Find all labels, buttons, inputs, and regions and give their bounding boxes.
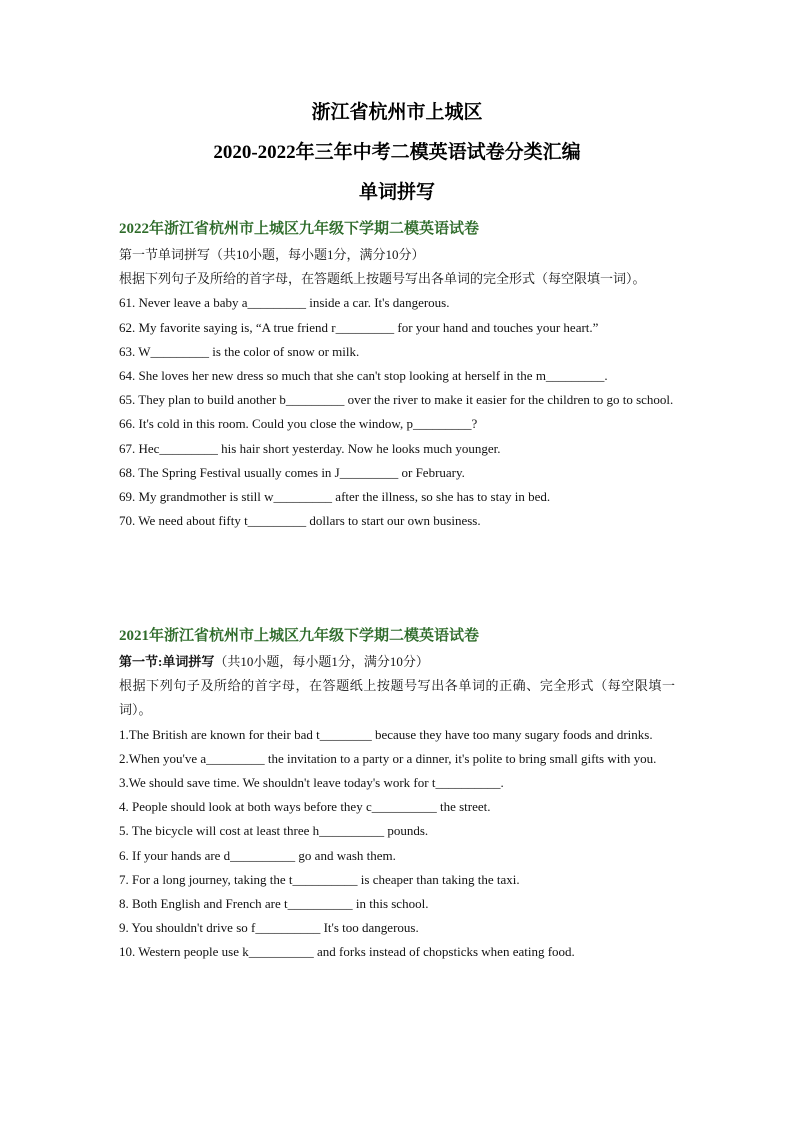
section-2021-subheading — [119, 650, 675, 674]
question-item: 4. People should look at both ways before they c__________ the street. — [119, 799, 491, 815]
question-item: 2.When you've a_________ the invitation to a party or a dinner, it's polite to bring small gifts with you. — [119, 750, 657, 766]
question-item: 67. Hec_________ his hair short yesterday. Now he looks much younger. — [119, 440, 501, 456]
section-2021-body — [119, 650, 675, 965]
question-item: 3.We should save time. We shouldn't leave today's work for t__________. — [119, 775, 504, 791]
question-item: 63. W_________ is the color of snow or milk. — [119, 343, 360, 359]
section-2021-subheading-detail: （共10小题，每小题1分，满分10分） — [214, 654, 429, 669]
question-item: 70. We need about fifty t_________ dollars to start our own business. — [119, 513, 481, 529]
question-item: 66. It's cold in this room. Could you close the window, p_________? — [119, 416, 478, 432]
section-2021-heading: 2021年浙江省杭州市上城区九年级下学期二模英语试卷 — [119, 628, 480, 644]
section-2022-instruction: 根据下列句子及所给的首字母，在答题纸上按题号写出各单词的完全形式（每空限填一词）。 — [119, 271, 646, 287]
question-item: 9. You shouldn't drive so f__________ It's too dangerous. — [119, 920, 419, 936]
section-2022-heading: 2022年浙江省杭州市上城区九年级下学期二模英语试卷 — [119, 221, 480, 237]
question-item: 6. If your hands are d__________ go and wash them. — [119, 847, 396, 863]
section-2021-subheading-label: 第一节:单词拼写 — [119, 654, 215, 669]
question-item: 7. For a long journey, taking the t__________ is cheaper than taking the taxi. — [119, 871, 520, 887]
section-2022-subheading: 第一节单词拼写（共10小题，每小题1分，满分10分） — [119, 247, 425, 262]
section-2021-instruction: 根据下列句子及所给的首字母，在答题纸上按题号写出各单词的正确、完全形式（每空限填一词）。 — [119, 678, 675, 718]
title-topic: 单词拼写 — [358, 182, 435, 203]
question-item: 5. The bicycle will cost at least three h__________ pounds. — [119, 823, 429, 839]
question-item: 62. My favorite saying is, “A true friend r_________ for your hand and touches your heart.” — [119, 319, 599, 335]
question-item: 10. Western people use k__________ and forks instead of chopsticks when eating food. — [119, 944, 575, 960]
question-item: 8. Both English and French are t__________ in this school. — [119, 896, 429, 912]
question-item: 65. They plan to build another b_________ over the river to make it easier for the children to go to school. — [119, 392, 674, 408]
question-item: 68. The Spring Festival usually comes in J_________ or February. — [119, 464, 465, 480]
question-item: 69. My grandmother is still w_________ after the illness, so she has to stay in bed. — [119, 489, 551, 505]
title-region: 浙江省杭州市上城区 — [311, 102, 483, 123]
question-item: 64. She loves her new dress so much that she can't stop looking at herself in the m_________. — [119, 368, 608, 384]
section-2022-body — [119, 243, 675, 533]
question-item: 1.The British are known for their bad t________ because they have too many sugary foods and drinks. — [119, 726, 653, 742]
question-item: 61. Never leave a baby a_________ inside a car. It's dangerous. — [119, 295, 450, 311]
title-collection: 2020-2022年三年中考二模英语试卷分类汇编 — [213, 142, 581, 163]
